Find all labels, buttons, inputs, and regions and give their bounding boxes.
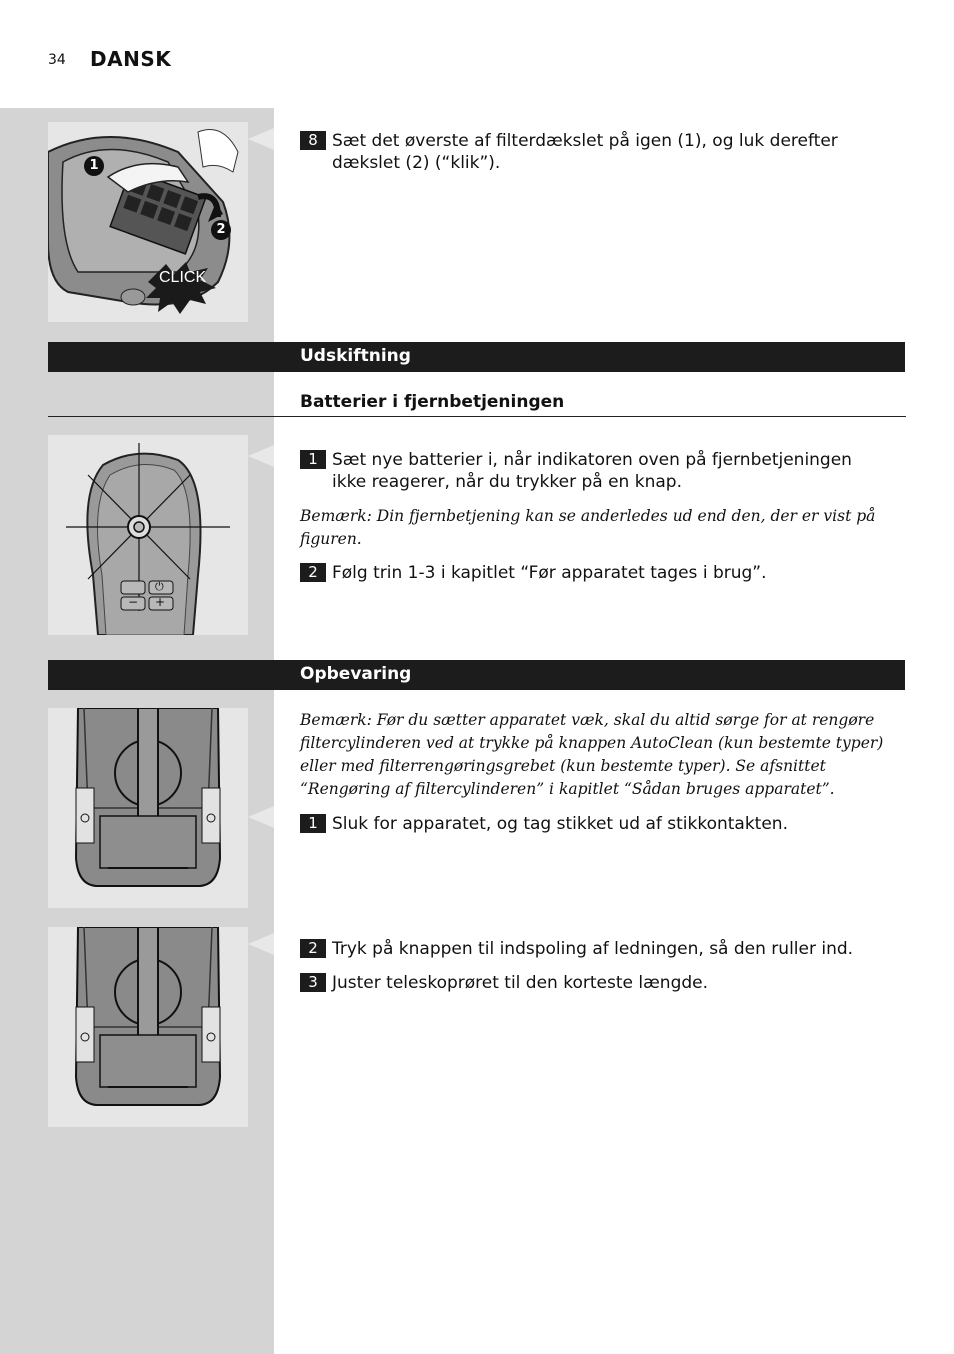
- figure-pointer: [248, 445, 274, 467]
- step-text: Juster teleskoprøret til den korteste længde.: [332, 973, 709, 993]
- step-number: 1: [300, 450, 326, 469]
- callout-1: 1: [84, 156, 104, 176]
- minus-icon: −: [128, 595, 139, 609]
- step-3-storage: [300, 972, 890, 994]
- figure-vacuum-top-1: [48, 708, 248, 908]
- click-label: CLICK: [159, 269, 207, 286]
- step-text: Tryk på knappen til indspoling af ledningen, så den ruller ind.: [332, 939, 854, 959]
- step-text: Følg trin 1-3 i kapitlet “Før apparatet tages i brug”.: [332, 563, 767, 583]
- vacuum-storage-illustration: [48, 708, 248, 908]
- step-number: 1: [300, 814, 326, 833]
- step-text: Sæt det øverste af filterdækslet på igen (1), og luk derefter dækslet (2) (“klik”).: [332, 131, 838, 173]
- step-2-batteries: [300, 562, 890, 584]
- step-8: [300, 130, 890, 174]
- figure-vacuum-top-2: [48, 927, 248, 1127]
- step-1-batteries: [300, 449, 890, 493]
- remote-illustration: [48, 435, 248, 635]
- subsection-rule: [48, 416, 906, 417]
- callout-2: 2: [211, 220, 231, 240]
- figure-pointer: [248, 128, 274, 150]
- power-icon: ⏻: [155, 580, 164, 593]
- step-number: 8: [300, 131, 326, 150]
- step-1-storage: [300, 813, 890, 835]
- figure-pointer: [248, 806, 274, 828]
- vacuum-storage-illustration: [48, 927, 248, 1127]
- note-remote: Bemærk: Din fjernbetjening kan se anderledes ud end den, der er vist på figuren.: [300, 507, 876, 548]
- section-title: Opbevaring: [300, 664, 412, 684]
- step-number: 3: [300, 973, 326, 992]
- plus-icon: +: [155, 595, 166, 609]
- step-2-storage: [300, 938, 890, 960]
- section-bar-udskiftning: [48, 342, 905, 372]
- figure-remote-control: [48, 435, 248, 635]
- step-number: 2: [300, 563, 326, 582]
- step-text: Sluk for apparatet, og tag stikket ud af stikkontakten.: [332, 814, 788, 834]
- subsection-title: Batterier i fjernbetjeningen: [300, 392, 565, 412]
- language-title: DANSK: [90, 47, 172, 71]
- page-number: 34: [48, 52, 66, 68]
- figure-pointer: [248, 933, 274, 955]
- section-title: Udskiftning: [300, 346, 411, 366]
- step-number: 2: [300, 939, 326, 958]
- step-text: Sæt nye batterier i, når indikatoren oven på fjernbetjeningen ikke reagerer, når du trykker på en knap.: [332, 450, 852, 492]
- section-bar-opbevaring: [48, 660, 905, 690]
- note-storage: Bemærk: Før du sætter apparatet væk, skal du altid sørge for at rengøre filtercylinderen ved at trykke på knappen AutoClean (kun bestemte typer) eller med filterrengøringsgrebet (kun bestemte typer). Se afsnittet “Rengøring af filtercylinderen” i kapitlet “Sådan bruges apparatet”.: [300, 711, 884, 798]
- figure-filter-cover: [48, 122, 248, 322]
